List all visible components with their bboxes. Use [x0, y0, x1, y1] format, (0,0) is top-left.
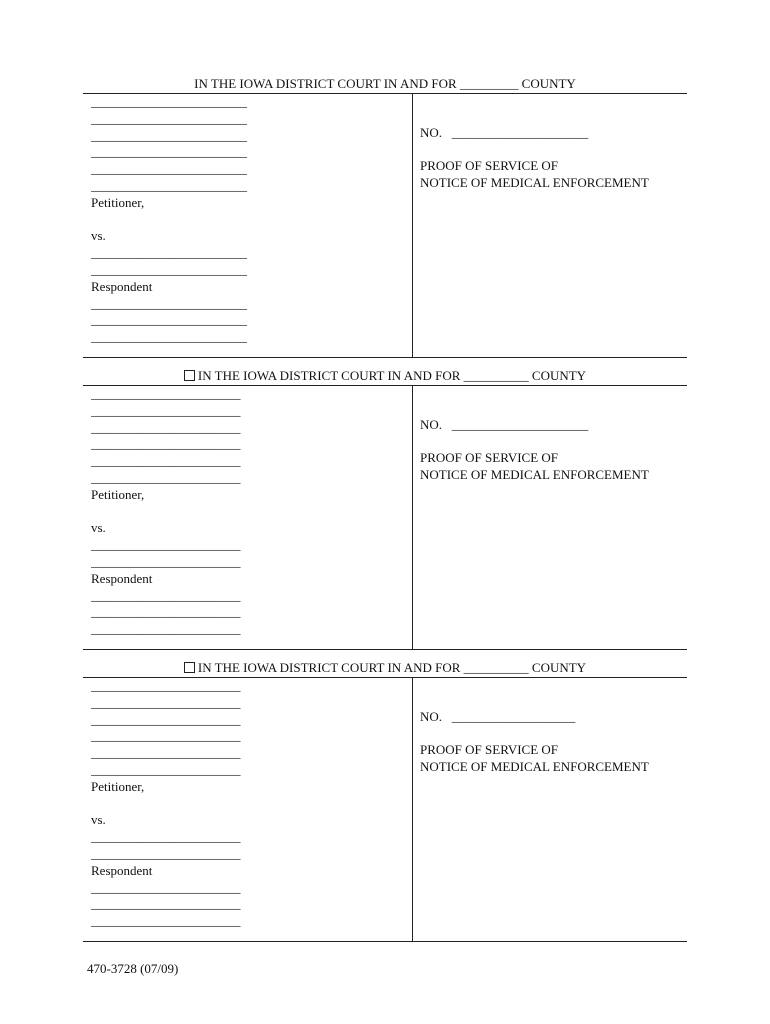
caption-text: IN THE IOWA DISTRICT COURT IN AND FOR	[197, 368, 461, 383]
respondent-line-5[interactable]: _______________________	[91, 621, 241, 637]
document-title-line-1: PROOF OF SERVICE OF	[420, 450, 559, 465]
case-number-blank[interactable]: ___________________	[451, 709, 576, 724]
court-section-2	[83, 368, 687, 660]
respondent-label: Respondent	[91, 278, 153, 294]
respondent-line-1[interactable]: _______________________	[91, 829, 241, 845]
petitioner-line-4[interactable]: _______________________	[91, 728, 241, 744]
respondent-line-4[interactable]: ________________________	[91, 312, 247, 328]
respondent-line-2[interactable]: _______________________	[91, 845, 241, 861]
petitioner-line-2[interactable]: _______________________	[91, 402, 241, 418]
document-title-line-1: PROOF OF SERVICE OF	[420, 158, 559, 173]
petitioner-label: Petitioner,	[91, 194, 145, 210]
respondent-line-3[interactable]: _______________________	[91, 879, 241, 895]
caption-text: IN THE IOWA DISTRICT COURT IN AND FOR	[194, 76, 457, 91]
parties-block	[91, 678, 409, 930]
petitioner-line-5[interactable]: ________________________	[91, 161, 247, 177]
court-caption	[83, 76, 687, 94]
select-checkbox[interactable]	[184, 662, 195, 673]
case-number-label: NO.	[420, 709, 443, 724]
petitioner-line-1[interactable]: _______________________	[91, 678, 241, 693]
court-section-3	[83, 660, 687, 952]
county-label: COUNTY	[531, 660, 587, 675]
respondent-line-3[interactable]: ________________________	[91, 295, 247, 311]
respondent-label: Respondent	[91, 570, 153, 586]
case-info-block	[420, 386, 685, 484]
document-title-line-2: NOTICE OF MEDICAL ENFORCEMENT	[420, 175, 649, 190]
column-divider	[412, 678, 413, 941]
petitioner-line-4[interactable]: _______________________	[91, 436, 241, 452]
petitioner-label: Petitioner,	[91, 778, 145, 794]
petitioner-line-6[interactable]: ________________________	[91, 177, 247, 193]
respondent-line-2[interactable]: ________________________	[91, 261, 247, 277]
vs-label: vs.	[91, 520, 106, 536]
petitioner-line-2[interactable]: _______________________	[91, 694, 241, 710]
parties-block	[91, 386, 409, 638]
respondent-line-4[interactable]: _______________________	[91, 896, 241, 912]
petitioner-line-3[interactable]: _______________________	[91, 419, 241, 435]
column-divider	[412, 94, 413, 357]
caption-text: IN THE IOWA DISTRICT COURT IN AND FOR	[197, 660, 461, 675]
section-bottom-rule	[83, 357, 687, 358]
petitioner-line-6[interactable]: _______________________	[91, 469, 241, 485]
respondent-line-5[interactable]: ________________________	[91, 329, 247, 345]
case-info-block	[420, 94, 685, 192]
respondent-line-3[interactable]: _______________________	[91, 587, 241, 603]
petitioner-line-1[interactable]: _______________________	[91, 386, 241, 401]
case-number-row	[420, 709, 685, 726]
petitioner-line-4[interactable]: ________________________	[91, 144, 247, 160]
petitioner-line-2[interactable]: ________________________	[91, 110, 247, 126]
petitioner-line-5[interactable]: _______________________	[91, 745, 241, 761]
document-title-line-1: PROOF OF SERVICE OF	[420, 742, 559, 757]
county-label: COUNTY	[531, 368, 587, 383]
case-info-block	[420, 678, 685, 776]
respondent-line-5[interactable]: _______________________	[91, 913, 241, 929]
county-blank[interactable]: _________	[459, 76, 519, 91]
case-number-label: NO.	[420, 417, 443, 432]
respondent-label: Respondent	[91, 862, 153, 878]
column-divider	[412, 386, 413, 649]
case-number-label: NO.	[420, 125, 443, 140]
court-caption	[83, 368, 687, 386]
case-number-blank[interactable]: _____________________	[451, 125, 589, 140]
respondent-line-1[interactable]: ________________________	[91, 245, 247, 261]
court-section-1	[83, 76, 687, 368]
court-caption	[83, 660, 687, 678]
document-title-line-2: NOTICE OF MEDICAL ENFORCEMENT	[420, 467, 649, 482]
respondent-line-4[interactable]: _______________________	[91, 604, 241, 620]
parties-block	[91, 94, 409, 346]
respondent-line-1[interactable]: _______________________	[91, 537, 241, 553]
case-number-row	[420, 417, 685, 434]
respondent-line-2[interactable]: _______________________	[91, 553, 241, 569]
county-blank[interactable]: __________	[463, 368, 529, 383]
county-label: COUNTY	[521, 76, 576, 91]
petitioner-line-3[interactable]: _______________________	[91, 711, 241, 727]
petitioner-line-1[interactable]: ________________________	[91, 94, 247, 109]
petitioner-line-5[interactable]: _______________________	[91, 453, 241, 469]
county-blank[interactable]: __________	[463, 660, 529, 675]
section-bottom-rule	[83, 649, 687, 650]
select-checkbox[interactable]	[184, 370, 195, 381]
vs-label: vs.	[91, 812, 106, 828]
case-number-row	[420, 125, 685, 142]
petitioner-line-3[interactable]: ________________________	[91, 127, 247, 143]
petitioner-line-6[interactable]: _______________________	[91, 761, 241, 777]
petitioner-label: Petitioner,	[91, 486, 145, 502]
form-number: 470-3728 (07/09)	[87, 961, 179, 976]
document-title-line-2: NOTICE OF MEDICAL ENFORCEMENT	[420, 759, 649, 774]
section-bottom-rule	[83, 941, 687, 942]
case-number-blank[interactable]: _____________________	[451, 417, 589, 432]
vs-label: vs.	[91, 228, 106, 244]
